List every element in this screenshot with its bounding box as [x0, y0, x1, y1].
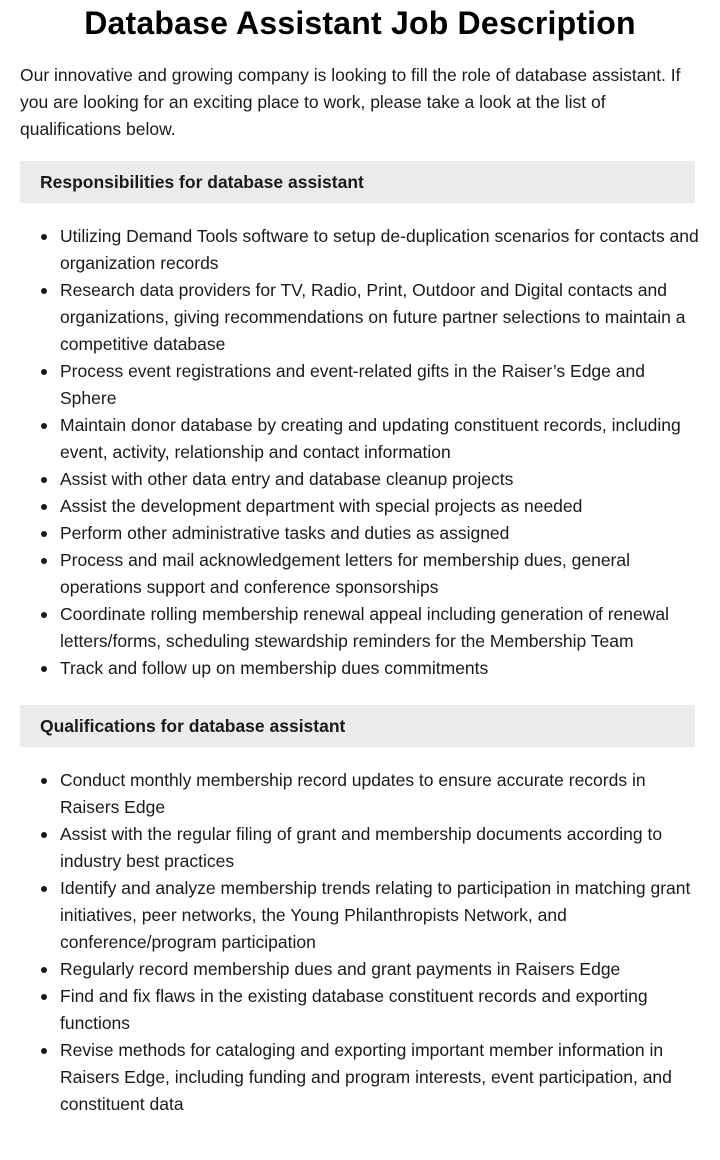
list-item: Perform other administrative tasks and duties as assigned — [20, 520, 700, 547]
list-item: Conduct monthly membership record updates to ensure accurate records in Raisers Edge — [20, 767, 700, 821]
responsibilities-list — [20, 223, 700, 682]
list-item: Assist with the regular filing of grant and membership documents according to industry best practices — [20, 821, 700, 875]
list-item: Regularly record membership dues and grant payments in Raisers Edge — [20, 956, 700, 983]
intro-paragraph: Our innovative and growing company is looking to fill the role of database assistant. If you are looking for an exciting place to work, please take a look at the list of qualifications below. — [20, 65, 681, 139]
list-item: Maintain donor database by creating and updating constituent records, including event, activity, relationship and contact information — [20, 412, 700, 466]
list-item: Assist with other data entry and database cleanup projects — [20, 466, 700, 493]
page-title: Database Assistant Job Description — [84, 5, 636, 41]
list-item: Identify and analyze membership trends relating to participation in matching grant initiatives, peer networks, the Young Philanthropists Network, and conference/program participation — [20, 875, 700, 956]
list-item: Find and fix flaws in the existing database constituent records and exporting functions — [20, 983, 700, 1037]
list-item: Revise methods for cataloging and exporting important member information in Raisers Edge, including funding and program interests, event participation, and constituent data — [20, 1037, 700, 1118]
list-item: Research data providers for TV, Radio, Print, Outdoor and Digital contacts and organizations, giving recommendations on future partner selections to maintain a competitive database — [20, 277, 700, 358]
list-item: Assist the development department with special projects as needed — [20, 493, 700, 520]
qualifications-list — [20, 767, 700, 1118]
list-item: Process event registrations and event-related gifts in the Raiser’s Edge and Sphere — [20, 358, 700, 412]
list-item: Process and mail acknowledgement letters for membership dues, general operations support and conference sponsorships — [20, 547, 700, 601]
responsibilities-heading: Responsibilities for database assistant — [20, 161, 695, 203]
list-item: Track and follow up on membership dues commitments — [20, 655, 700, 682]
list-item: Coordinate rolling membership renewal appeal including generation of renewal letters/forms, scheduling stewardship reminders for the Membership Team — [20, 601, 700, 655]
qualifications-heading: Qualifications for database assistant — [20, 705, 695, 747]
list-item: Utilizing Demand Tools software to setup de-duplication scenarios for contacts and organization records — [20, 223, 700, 277]
